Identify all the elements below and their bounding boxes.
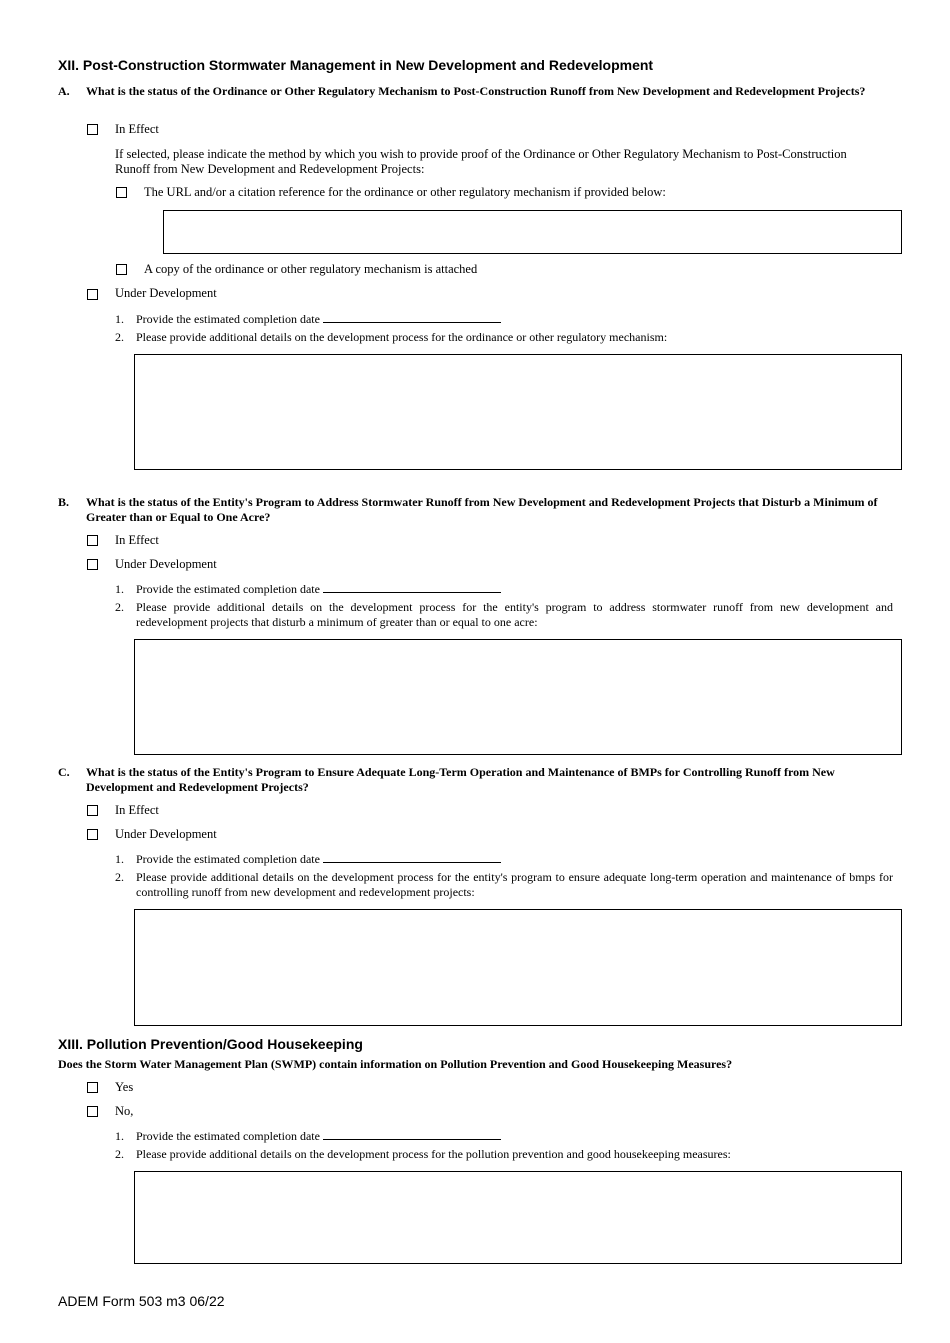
- c-item1-number: 1.: [115, 852, 124, 866]
- c-under-dev-label: Under Development: [115, 827, 217, 841]
- a-url-checkbox[interactable]: [116, 187, 127, 198]
- a-item2-text: Please provide additional details on the development process for the ordinance or other regulatory mechanism:: [136, 330, 668, 344]
- b-item1-text: Provide the estimated completion date: [136, 582, 320, 596]
- a-under-dev-label: Under Development: [115, 286, 217, 300]
- b-in-effect-label: In Effect: [115, 533, 159, 547]
- a-item1: [136, 312, 893, 327]
- b-item2-text: Please provide additional details on the development process for the entity's program to address stormwater runoff from new development and redevelopment projects that disturb a minimum of greater than or equal to one acre:: [136, 600, 893, 629]
- b-item1: [136, 582, 893, 597]
- question-b-text: What is the status of the Entity's Program to Address Stormwater Runoff from New Development and Redevelopment Projects that Disturb a Minimum of Greater than or Equal to One Acre?: [86, 495, 878, 524]
- a-details-textarea[interactable]: [134, 354, 902, 470]
- a-copy-label: A copy of the ordinance or other regulatory mechanism is attached: [144, 262, 478, 276]
- xiii-completion-date-field[interactable]: [323, 1129, 501, 1140]
- c-details-textarea[interactable]: [134, 909, 902, 1026]
- a-in-effect-checkbox[interactable]: [87, 124, 98, 135]
- c-completion-date-field[interactable]: [323, 852, 501, 863]
- a-under-dev-checkbox[interactable]: [87, 289, 98, 300]
- section-12-title: XII. Post-Construction Stormwater Management in New Development and Redevelopment: [58, 57, 654, 73]
- question-a-letter: A.: [58, 84, 70, 98]
- no-checkbox[interactable]: [87, 1106, 98, 1117]
- xiii-item2-number: 2.: [115, 1147, 124, 1161]
- question-b-letter: B.: [58, 495, 70, 509]
- c-item2-number: 2.: [115, 870, 124, 884]
- b-in-effect-checkbox[interactable]: [87, 535, 98, 546]
- c-in-effect-label: In Effect: [115, 803, 159, 817]
- a-completion-date-field[interactable]: [323, 312, 501, 323]
- b-under-dev-label: Under Development: [115, 557, 217, 571]
- form-footer: ADEM Form 503 m3 06/22: [58, 1293, 225, 1309]
- b-item2-number: 2.: [115, 600, 124, 614]
- c-item2-text: Please provide additional details on the development process for the entity's program to ensure adequate long-term operation and maintenance of bmps for controlling runoff from new development and redevelopment projects:: [136, 870, 893, 899]
- no-label: No,: [115, 1104, 134, 1118]
- a-item1-number: 1.: [115, 312, 124, 326]
- question-a-text: What is the status of the Ordinance or Other Regulatory Mechanism to Post-Construction Runoff from New Development and Redevelopment Projects?: [86, 84, 866, 98]
- section-13-title: XIII. Pollution Prevention/Good Housekeeping: [58, 1036, 363, 1052]
- a-copy-checkbox[interactable]: [116, 264, 127, 275]
- a-url-label: The URL and/or a citation reference for the ordinance or other regulatory mechanism if provided below:: [144, 185, 666, 199]
- b-details-textarea[interactable]: [134, 639, 902, 755]
- c-under-dev-checkbox[interactable]: [87, 829, 98, 840]
- yes-checkbox[interactable]: [87, 1082, 98, 1093]
- a-url-input[interactable]: [163, 210, 902, 254]
- c-item1: [136, 852, 893, 867]
- a-method-note: If selected, please indicate the method by which you wish to provide proof of the Ordinance or Other Regulatory Mechanism to Post-Construction Runoff from New Development and Redevelopment Projects:: [115, 147, 847, 176]
- b-completion-date-field[interactable]: [323, 582, 501, 593]
- question-c-letter: C.: [58, 765, 70, 779]
- a-item1-text: Provide the estimated completion date: [136, 312, 320, 326]
- c-item1-text: Provide the estimated completion date: [136, 852, 320, 866]
- question-c-text: What is the status of the Entity's Program to Ensure Adequate Long-Term Operation and Maintenance of BMPs for Controlling Runoff from New Development and Redevelopment Projects?: [86, 765, 835, 794]
- xiii-details-textarea[interactable]: [134, 1171, 902, 1264]
- xiii-item1-number: 1.: [115, 1129, 124, 1143]
- a-item2-number: 2.: [115, 330, 124, 344]
- section-13-question: Does the Storm Water Management Plan (SWMP) contain information on Pollution Prevention and Good Housekeeping Measures?: [58, 1057, 733, 1071]
- xiii-item1-text: Provide the estimated completion date: [136, 1129, 320, 1143]
- c-in-effect-checkbox[interactable]: [87, 805, 98, 816]
- yes-label: Yes: [115, 1080, 134, 1094]
- xiii-item2-text: Please provide additional details on the development process for the pollution prevention and good housekeeping measures:: [136, 1147, 731, 1161]
- b-item1-number: 1.: [115, 582, 124, 596]
- b-under-dev-checkbox[interactable]: [87, 559, 98, 570]
- xiii-item1: [136, 1129, 893, 1144]
- a-in-effect-label: In Effect: [115, 122, 159, 136]
